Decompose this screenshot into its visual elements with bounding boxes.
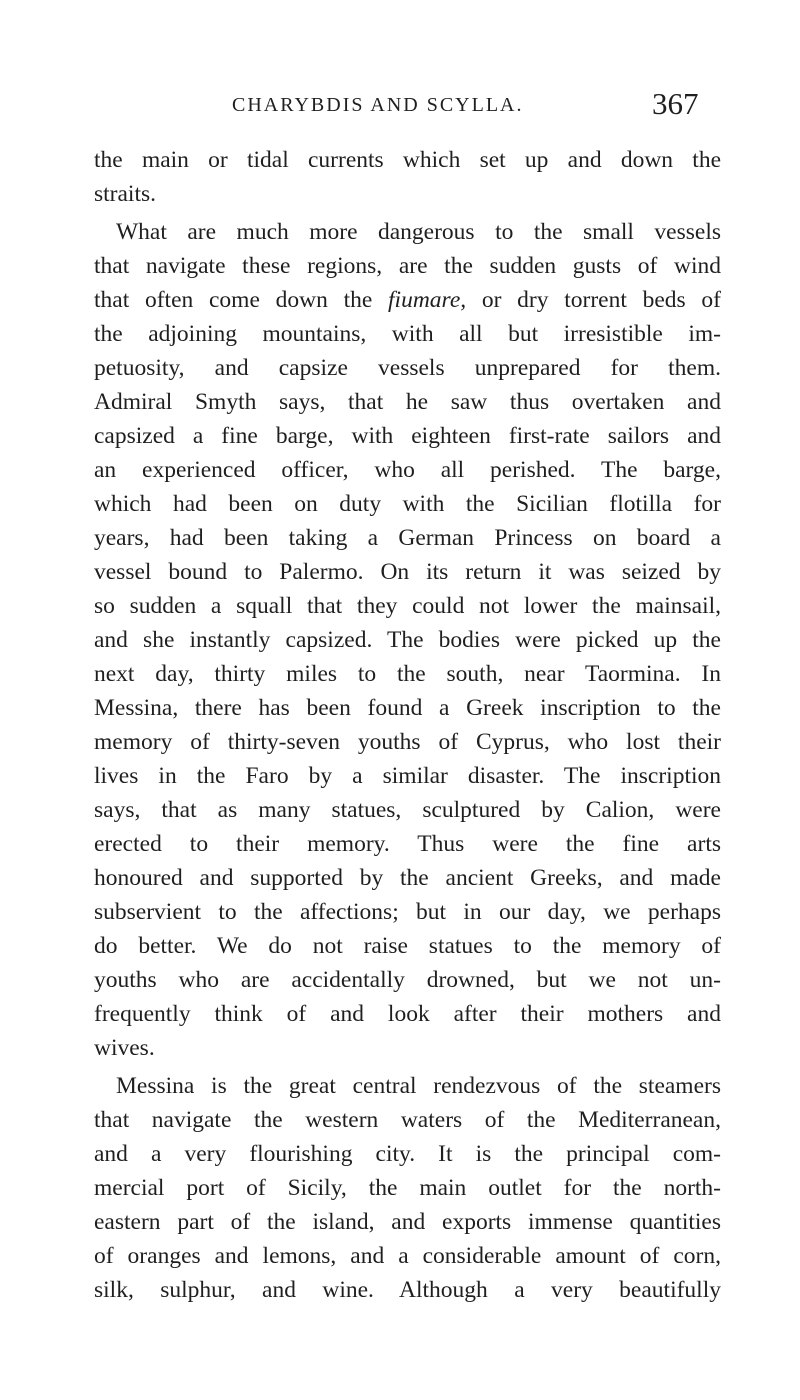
text-line: years, had been taking a German Princess on board a (94, 525, 721, 551)
text-line: and a very flourishing city. It is the principal com- (94, 1141, 721, 1167)
italic-term: fiumare, (388, 287, 467, 313)
text-line: so sudden a squall that they could not lower the mainsail, (94, 593, 721, 619)
text-line: Messina, there has been found a Greek inscription to the (94, 695, 721, 721)
text-line: subservient to the affections; but in our day, we perhaps (94, 899, 721, 925)
text-line: that navigate these regions, are the sudden gusts of wind (94, 253, 721, 279)
text-line: mercial port of Sicily, the main outlet for the north- (94, 1175, 721, 1201)
page-number: 367 (652, 86, 699, 121)
text-line: which had been on duty with the Sicilian flotilla for (94, 491, 721, 517)
text-line (94, 281, 721, 319)
text-line: straits. (94, 181, 157, 207)
text-line: the adjoining mountains, with all but irresistible im- (94, 321, 721, 347)
text-line: petuosity, and capsize vessels unprepared for them. (94, 355, 721, 381)
text-line: honoured and supported by the ancient Greeks, and made (94, 865, 721, 891)
paragraph-first-line: Messina is the great central rendezvous of the steamers (116, 1073, 721, 1099)
text-line: memory of thirty-seven youths of Cyprus, who lost their (94, 729, 721, 755)
text-line: of oranges and lemons, and a considerable amount of corn, (94, 1243, 721, 1269)
text-line: and she instantly capsized. The bodies were picked up the (94, 627, 721, 653)
text-line: Admiral Smyth says, that he saw thus overtaken and (94, 389, 721, 415)
text-line: says, that as many statues, sculptured by Calion, were (94, 797, 721, 823)
text-run: that often come down the (94, 287, 389, 313)
text-line: the main or tidal currents which set up and down the (94, 147, 721, 173)
text-line: frequently think of and look after their mothers and (94, 1001, 721, 1027)
text-line: erected to their memory. Thus were the fine arts (94, 831, 721, 857)
text-run: or dry torrent beds of (466, 287, 721, 313)
text-line: silk, sulphur, and wine. Although a very beautifully (94, 1277, 721, 1303)
text-line: lives in the Faro by a similar disaster. The inscription (94, 763, 721, 789)
text-line: an experienced officer, who all perished. The barge, (94, 457, 721, 483)
running-head: CHARYBDIS AND SCYLLA. (232, 94, 524, 116)
text-line: do better. We do not raise statues to the memory of (94, 933, 721, 959)
text-line: vessel bound to Palermo. On its return it was seized by (94, 559, 721, 585)
text-line: eastern part of the island, and exports immense quantities (94, 1209, 721, 1235)
text-line: wives. (94, 1035, 155, 1061)
paragraph-first-line: What are much more dangerous to the small vessels (116, 219, 721, 245)
text-line: that navigate the western waters of the Mediterranean, (94, 1107, 721, 1133)
text-line: youths who are accidentally drowned, but we not un- (94, 967, 721, 993)
text-line: next day, thirty miles to the south, near Taormina. In (94, 661, 721, 687)
text-line: capsized a fine barge, with eighteen first-rate sailors and (94, 423, 721, 449)
